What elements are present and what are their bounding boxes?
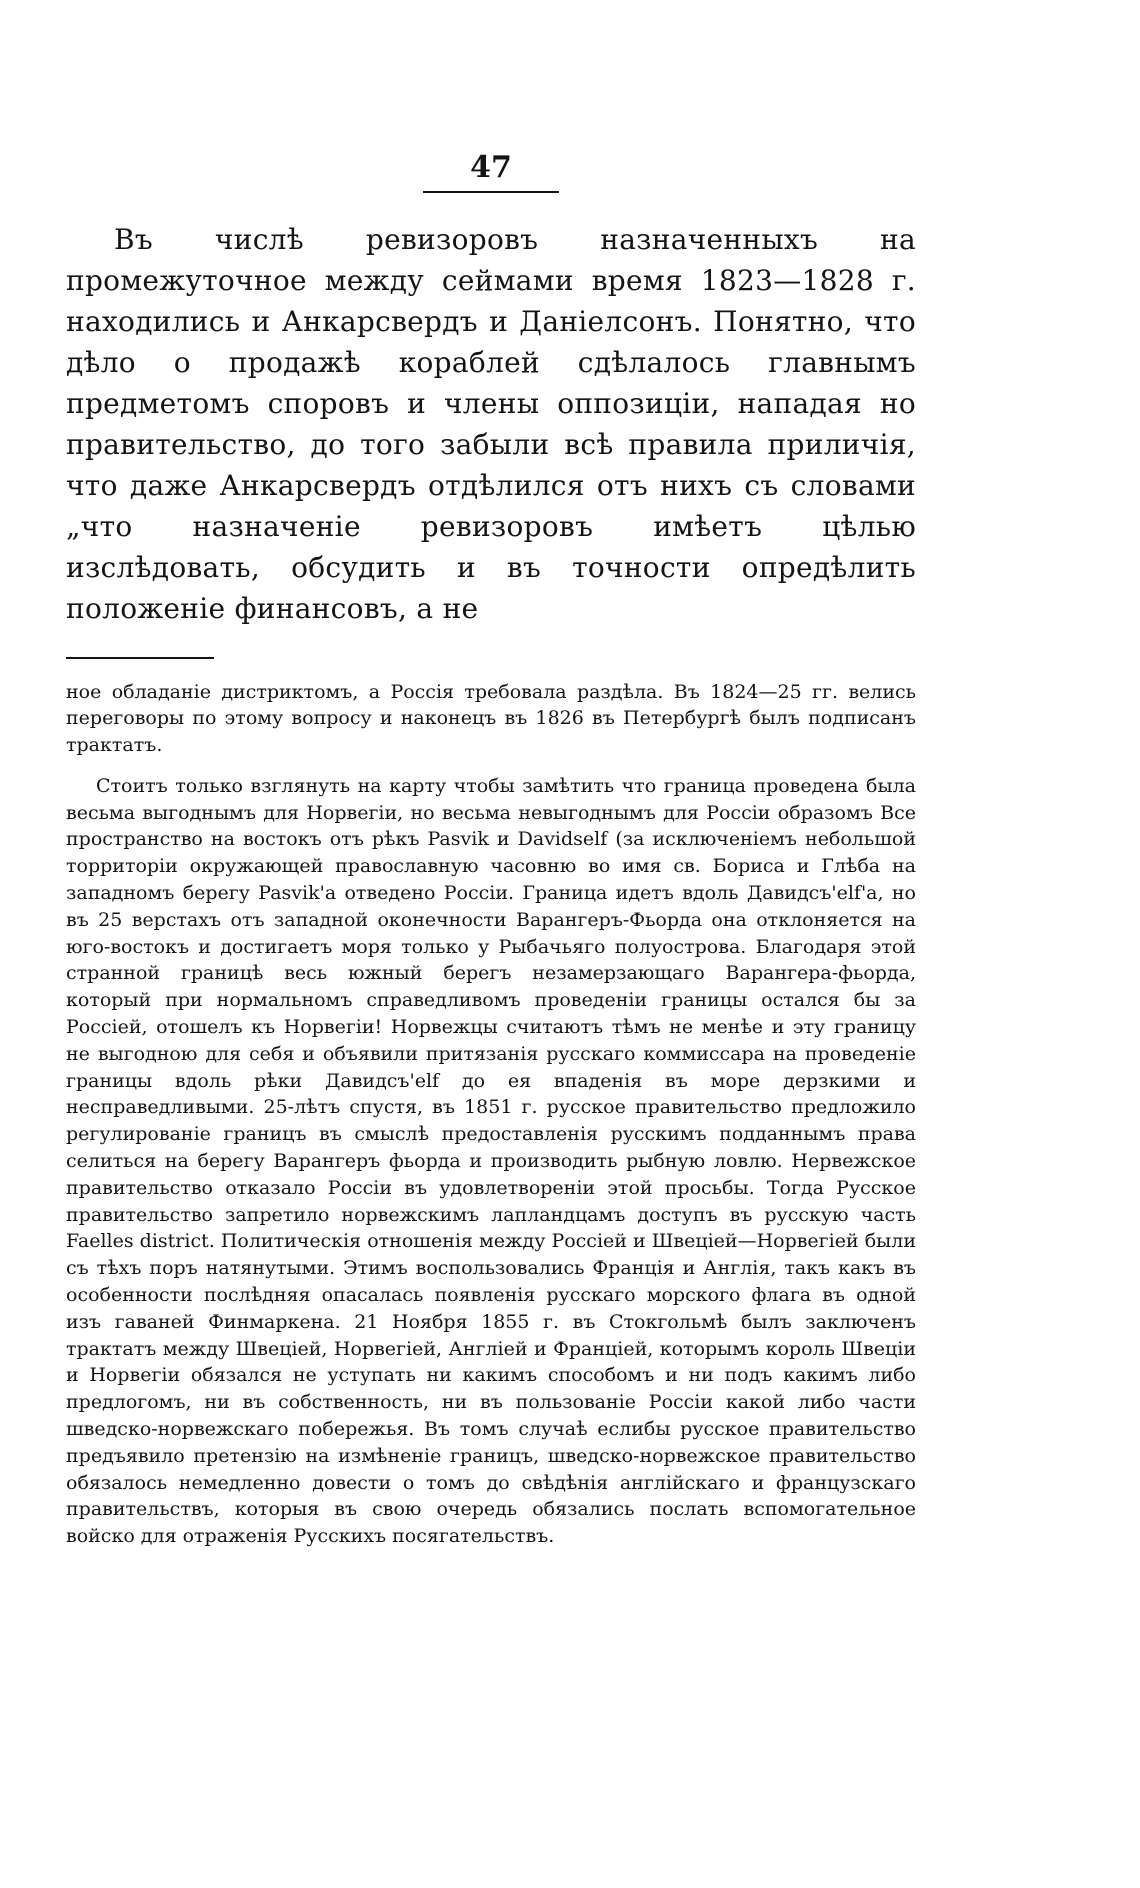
footnote [66,679,916,1551]
footnote-paragraph: Стоитъ только взглянуть на карту чтобы замѣтить что граница проведена была весьма выгоднымъ для Норвегіи, но весьма невыгоднымъ для Россіи образомъ Все пространство на востокъ отъ рѣкъ Pasvik и Davidself (за исключеніемъ небольшой торритоpiи окружающей православную часовню во имя св. Бориса и Глѣба на западномъ берегу Pasvik'a отведено Россіи. Граница идетъ вдоль Давидсъ'elf'a, но въ 25 верстахъ отъ западной оконечности Варангеръ-Фьорда она отклоняется на юго-востокъ и достигаетъ моря только у Рыбачьяго полуострова. Благодаря этой странной границѣ весь южный берегъ незамерзающаго Варангера-фьорда, который при нормальномъ справедливомъ проведеніи границы остался бы за Россіей, отошелъ къ Норвегіи! Норвежцы считаютъ тѣмъ не менѣе и эту границу не выгодною для себя и объявили притязанія русскаго коммиссара на проведеніе границы вдоль рѣки Давидсъ'elf до ея впаденія въ море дерзкими и несправедливыми. 25-лѣтъ спустя, въ 1851 г. русское правительство предложило регулированіе границъ въ смыслѣ предоставленія русскимъ подданнымъ права селиться на берегу Варангеръ фьорда и производить рыбную ловлю. Нервежское правительство отказало Россіи въ удовлетвореніи этой просьбы. Тогда Русское правительство запретило норвежскимъ лапландцамъ доступъ въ русскую часть Faelles district. Политическія отношенія между Россіей и Швеціей—Норвегіей были съ тѣхъ поръ натянутыми. Этимъ воспользовались Франція и Англія, такъ какъ въ особенности послѣдняя опасалась появленія русскаго морского флага въ одной изъ гаваней Финмаркена. 21 Ноября 1855 г. въ Стокгольмѣ былъ заключенъ трактатъ между Швеціей, Норвегіей, Англіей и Франціей, которымъ король Швеціи и Норвегіи обязался не уступать ни какимъ способомъ и ни подъ какимъ либо предлогомъ, ни въ собственность, ни въ пользованіе Россіи какой либо части шведско-норвежскаго побережья. Въ томъ случаѣ еслибы русское правительство предъявило претензію на измѣненіе границъ, шведско-норвежское правительство обязалось немедленно довести о томъ до свѣдѣнія англійскаго и французскаго правительствъ, которыя въ свою очередь обязались послать вспомогательное войско для отраженія Русскихъ посягательствъ. [66,774,916,1548]
book-page [66,150,916,1550]
header-rule [423,191,559,193]
footnote-continuation: ное обладаніе дистриктомъ, а Россія требовала раздѣла. Въ 1824—25 гг. велись переговоры по этому вопросу и наконецъ въ 1826 въ Петербургѣ былъ подписанъ трактатъ. [66,680,916,757]
page-number: 47 [470,150,512,185]
main-paragraph: Въ числѣ ревизоровъ назначенныхъ на промежуточное между сеймами время 1823—1828 г. находились и Анкарсвердъ и Даніелсонъ. Понятно, что дѣло о продажѣ кораблей сдѣлалось главнымъ предметомъ споровъ и члены оппозиціи, нападая но правительство, до того забыли всѣ правила приличія, что даже Анкарсвердъ отдѣлился отъ нихъ съ словами „что назначеніе ревизоровъ имѣетъ цѣлью изслѣдовать, обсудить и въ точности опредѣлить положеніе финансовъ, а не [66,223,916,625]
footnote-rule [66,657,214,659]
